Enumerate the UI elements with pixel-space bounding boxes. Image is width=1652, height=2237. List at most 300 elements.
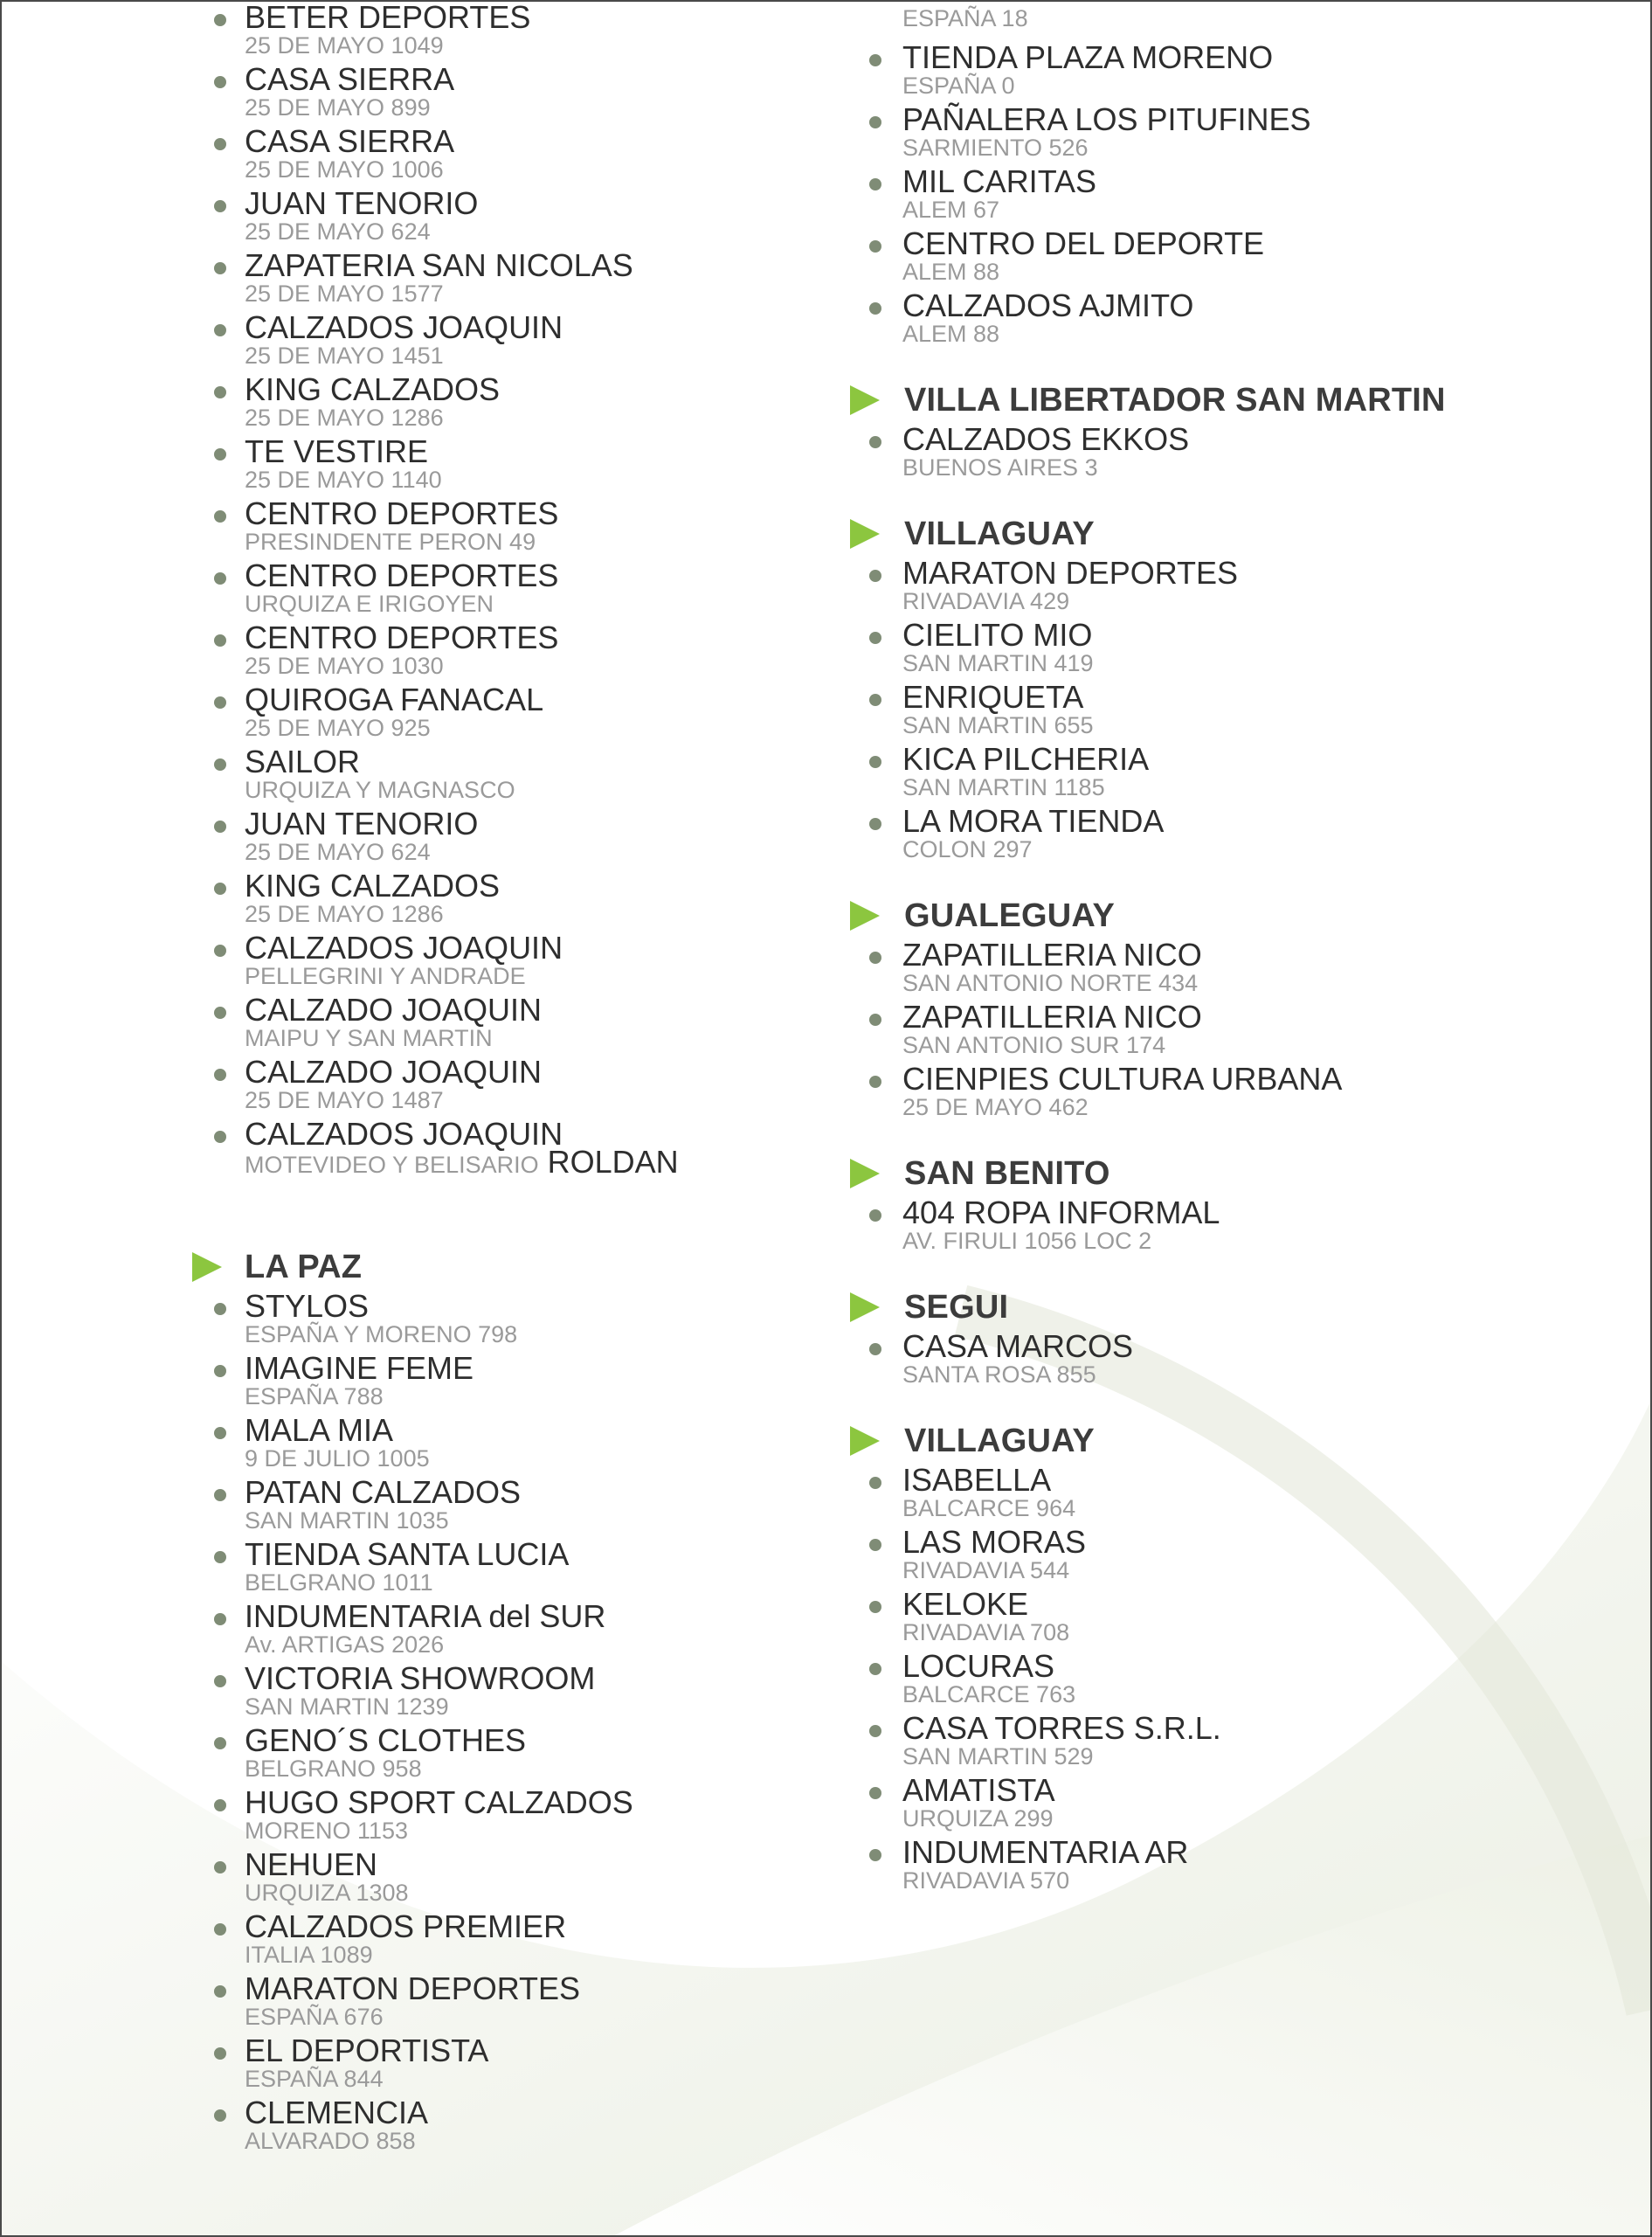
store-address [902,1361,1096,1388]
dot-icon [214,758,226,771]
store-name: QUIROGA FANACAL [245,682,544,717]
store-name: MALA MIA [245,1412,394,1448]
section-title: GUALEGUAY [904,897,1116,934]
triangle-right-icon [850,519,880,549]
list-item [869,804,1638,866]
store-address-text: 25 DE MAYO 1577 [245,280,444,307]
store-address-text: BALCARCE 964 [902,1495,1076,1521]
dot-icon [869,756,881,768]
store-address [902,1495,1075,1521]
dot-icon [214,821,226,833]
store-name: KING CALZADOS [245,371,501,407]
store-name: MARATON DEPORTES [902,555,1239,591]
list-item [214,2033,913,2095]
store-address [902,259,999,285]
store-address [245,529,536,555]
store-name: CASA SIERRA [245,123,455,159]
store-name: CASA SIERRA [245,61,455,97]
dot-icon [869,1725,881,1737]
list-item [214,1537,913,1599]
store-address-text: RIVADAVIA 570 [902,1867,1070,1894]
store-name: CENTRO DEPORTES [245,558,559,593]
store-address [902,836,1033,862]
store-name: PATAN CALZADOS [245,1474,522,1510]
dot-icon [869,116,881,128]
store-address [245,2066,384,2092]
store-address [245,467,442,493]
list-item [869,1711,1638,1773]
store-address [245,2128,416,2154]
store-name: IMAGINE FEME [245,1350,474,1386]
list-item [214,1351,913,1413]
store-address [902,197,999,223]
triangle-right-icon [850,385,880,415]
location-section [869,1287,1638,1391]
store-name: SAILOR [245,744,361,779]
list-item [214,1413,913,1475]
list-item [869,164,1638,226]
list-item [214,1661,913,1723]
dot-icon [869,1477,881,1489]
store-name: TIENDA SANTA LUCIA [245,1536,570,1572]
dot-icon [214,76,226,88]
store-name: EL DEPORTISTA [245,2033,489,2068]
store-address [902,712,1094,738]
dot-icon [214,1923,226,1936]
store-address-text: AV. FIRULI 1056 LOC 2 [902,1228,1152,1254]
store-name: CALZADO JOAQUIN [245,1054,543,1090]
dot-icon [869,1601,881,1613]
store-address [245,1321,517,1347]
list-item [214,124,913,186]
store-address [245,1087,444,1113]
dot-icon [869,1787,881,1799]
list-item [214,62,913,124]
store-address-text: SAN MARTIN 419 [902,650,1094,676]
section-header [869,514,1638,556]
dot-icon [214,1799,226,1811]
dot-icon [869,1014,881,1026]
dot-icon [214,1007,226,1019]
store-name: CLEMENCIA [245,2095,429,2130]
store-address [245,94,431,121]
store-address-text: SAN MARTIN 1239 [245,1693,449,1720]
store-name: PAÑALERA LOS PITUFINES [902,101,1311,137]
store-name: JUAN TENORIO [245,185,479,221]
list-item [869,1463,1638,1525]
store-address-text: 25 DE MAYO 899 [245,94,431,121]
location-section [869,514,1638,866]
list-item [214,496,913,558]
store-address [902,1032,1165,1058]
location-section [869,1153,1638,1257]
store-address-text: PRESINDENTE PERON 49 [245,529,536,555]
dot-icon [869,694,881,706]
dot-icon [869,1209,881,1222]
list-item [214,1117,913,1179]
dot-icon [214,262,226,274]
store-name: GENO´S CLOTHES [245,1722,527,1758]
list-item [214,1971,913,2033]
dot-icon [214,2109,226,2122]
store-name: INDUMENTARIA del SUR [245,1598,606,1634]
dot-icon [869,240,881,253]
store-name: CALZADOS AJMITO [902,287,1194,323]
store-address [902,774,1105,800]
location-section [869,1421,1638,1897]
store-address-text: ITALIA 1089 [245,1942,373,1968]
list-item [214,1723,913,1785]
store-address [902,650,1094,676]
store-address-text: 25 DE MAYO 1030 [245,653,444,679]
store-name: NEHUEN [245,1846,378,1882]
triangle-right-icon [850,1159,880,1188]
list-item [869,1773,1638,1835]
list-item [214,558,913,620]
location-section [869,896,1638,1124]
store-address [245,1756,422,1782]
store-name: BETER DEPORTES [245,0,531,35]
list-item [214,869,913,931]
list-item [214,310,913,372]
store-address [902,321,999,347]
store-address [902,1867,1069,1894]
list-item [869,618,1638,680]
dot-icon [214,1985,226,1998]
store-address [902,1557,1069,1583]
store-name: CASA MARCOS [902,1328,1134,1364]
list-item [214,372,913,434]
store-address-text: PELLEGRINI Y ANDRADE [245,963,526,989]
store-address-text: SAN MARTIN 1035 [245,1507,449,1534]
triangle-right-icon [850,1426,880,1456]
store-name: 404 ROPA INFORMAL [902,1195,1220,1230]
store-name: CALZADOS JOAQUIN [245,1116,563,1152]
section-title: SEGUI [904,1289,1009,1326]
store-name: LA MORA TIENDA [902,803,1165,839]
store-address [902,1681,1075,1707]
list-item [214,1909,913,1971]
store-address-text: ALEM 88 [902,321,1000,347]
store-address-text: 25 DE MAYO 624 [245,218,431,245]
list-item [869,1587,1638,1649]
store-address [245,653,444,679]
store-address [245,591,494,617]
store-address [902,1619,1069,1645]
store-address-text: BELGRANO 1011 [245,1569,433,1596]
list-item [869,422,1638,484]
store-address-text: ALEM 67 [902,197,1000,223]
store-address-text: ESPAÑA 676 [245,2004,384,2030]
dot-icon [214,1613,226,1625]
store-name: ZAPATILLERIA NICO [902,999,1202,1035]
store-address-text: SAN MARTIN 1185 [902,774,1105,800]
store-address-text: BUENOS AIRES 3 [902,454,1098,481]
store-address-text: URQUIZA 1308 [245,1880,409,1906]
store-name: CENTRO DEL DEPORTE [902,225,1265,261]
section-title: SAN BENITO [904,1155,1110,1192]
dot-icon [214,1427,226,1439]
store-address-text: Av. ARTIGAS 2026 [245,1631,445,1658]
store-address [902,1094,1089,1120]
store-address-text: URQUIZA Y MAGNASCO [245,777,515,803]
list-item [869,40,1638,102]
dot-icon [869,54,881,66]
section-header [869,380,1638,422]
section-header [869,1287,1638,1329]
store-name: AMATISTA [902,1772,1055,1808]
dot-icon [869,178,881,190]
dot-icon [214,1551,226,1563]
store-address-text: SARMIENTO 526 [902,135,1089,161]
store-address-text: RIVADAVIA 429 [902,588,1070,614]
store-address [245,715,431,741]
dot-icon [214,634,226,647]
list-item [214,434,913,496]
location-section [869,40,1638,350]
store-name: JUAN TENORIO [245,806,479,841]
store-address-text: 25 DE MAYO 1140 [245,467,442,493]
store-address-suffix: ROLDAN [547,1144,679,1180]
store-address-text: URQUIZA 299 [902,1805,1054,1832]
store-address-text: RIVADAVIA 544 [902,1557,1070,1583]
list-item [869,938,1638,1000]
section-title: LA PAZ [245,1249,363,1285]
store-address: ESPAÑA 18 [902,5,1028,31]
dot-icon [214,386,226,398]
store-address [902,970,1198,996]
store-address [245,1507,449,1534]
dot-icon [869,302,881,315]
store-address [245,1818,408,1844]
store-name: LAS MORAS [902,1524,1087,1560]
store-address [245,32,444,59]
section-header [869,1153,1638,1195]
dot-icon [214,324,226,336]
store-address [245,1144,679,1180]
store-address-text: ALVARADO 858 [245,2128,416,2154]
store-address [245,1569,433,1596]
store-address [245,1445,430,1472]
store-address [902,588,1069,614]
list-item [214,1599,913,1661]
dot-icon [214,138,226,150]
dot-icon [214,1365,226,1377]
triangle-right-icon [850,1292,880,1322]
section-header [214,1247,913,1289]
store-name: CALZADOS PREMIER [245,1908,567,1944]
store-name: CALZADOS JOAQUIN [245,930,563,966]
store-name: VICTORIA SHOWROOM [245,1660,596,1696]
list-item [869,1062,1638,1124]
store-name: KING CALZADOS [245,868,501,904]
list-item [214,1289,913,1351]
section-title: VILLAGUAY [904,1423,1095,1459]
store-address-text: SANTA ROSA 855 [902,1361,1096,1388]
list-item [869,1329,1638,1391]
list-item [869,1525,1638,1587]
list-item [869,742,1638,804]
dot-icon [214,1675,226,1687]
store-name: HUGO SPORT CALZADOS [245,1784,633,1820]
store-address-text: MAIPU Y SAN MARTIN [245,1025,493,1051]
store-address-text: BELGRANO 958 [245,1756,422,1782]
store-address-text: ESPAÑA 844 [245,2066,384,2092]
list-item [214,931,913,993]
location-section [214,0,913,1179]
dot-icon [869,1663,881,1675]
store-name: ISABELLA [902,1462,1052,1498]
dot-icon [869,1539,881,1551]
list-item [214,745,913,807]
dot-icon [869,1343,881,1355]
triangle-right-icon [192,1252,222,1282]
store-address [902,454,1098,481]
list-item [869,680,1638,742]
list-item [214,1785,913,1847]
dot-icon [214,1737,226,1749]
store-address [245,1025,493,1051]
dot-icon [214,448,226,461]
list-item [869,1000,1638,1062]
store-address-text: 25 DE MAYO 1487 [245,1087,444,1113]
list-item [214,993,913,1055]
store-address-text: 25 DE MAYO 462 [902,1094,1089,1120]
store-address-text: 25 DE MAYO 925 [245,715,431,741]
store-address-text: 25 DE MAYO 1049 [245,32,444,59]
store-address [245,343,444,369]
store-name: CIENPIES CULTURA URBANA [902,1061,1343,1097]
dot-icon [869,436,881,448]
store-address [245,839,431,865]
store-name: CENTRO DEPORTES [245,495,559,531]
dot-icon [214,696,226,709]
store-address-text: COLON 297 [902,836,1033,862]
list-item [214,1055,913,1117]
store-address [902,135,1089,161]
store-name: ZAPATERIA SAN NICOLAS [245,247,633,283]
store-address [902,73,1015,99]
store-name: CASA TORRES S.R.L. [902,1710,1221,1746]
store-address [245,963,526,989]
store-address [245,405,444,431]
store-name: CIELITO MIO [902,617,1093,653]
store-address-text: MOTEVIDEO Y BELISARIO [245,1152,539,1178]
store-name: ENRIQUETA [902,679,1084,715]
store-name: CENTRO DEPORTES [245,620,559,655]
dot-icon [214,883,226,895]
dot-icon [214,510,226,523]
store-name: KICA PILCHERIA [902,741,1150,777]
store-address-text: BALCARCE 763 [902,1681,1076,1707]
dot-icon [869,1076,881,1088]
list-item [214,186,913,248]
store-name: LOCURAS [902,1648,1055,1684]
store-name: STYLOS [245,1288,370,1324]
store-name: MARATON DEPORTES [245,1970,581,2006]
dot-icon [214,1861,226,1873]
store-address-text: ALEM 88 [902,259,1000,285]
store-address [245,1880,409,1906]
store-address-text: 25 DE MAYO 1286 [245,405,444,431]
store-address-text: SAN ANTONIO SUR 174 [902,1032,1166,1058]
list-item [869,1835,1638,1897]
store-address [902,1743,1094,1770]
list-item [214,1847,913,1909]
dot-icon [214,2047,226,2060]
store-address [245,2004,384,2030]
section-title: VILLA LIBERTADOR SAN MARTIN [904,382,1446,419]
store-address-text: SAN MARTIN 529 [902,1743,1094,1770]
dot-icon [869,1849,881,1861]
dot-icon [214,200,226,212]
section-title: VILLAGUAY [904,516,1095,552]
list-item [214,682,913,745]
store-name: CALZADOS JOAQUIN [245,309,563,345]
store-address [245,156,444,183]
store-name: TIENDA PLAZA MORENO [902,39,1274,75]
store-address [245,1383,384,1409]
store-address-text: ESPAÑA 0 [902,73,1015,99]
list-item [869,288,1638,350]
store-name: TE VESTIRE [245,433,429,469]
dot-icon [214,572,226,585]
store-address [245,901,444,927]
dot-icon [869,632,881,644]
store-address-text: ESPAÑA 788 [245,1383,384,1409]
store-address [245,777,515,803]
store-address-text: URQUIZA E IRIGOYEN [245,591,494,617]
store-address-text: 25 DE MAYO 624 [245,839,431,865]
store-address-text: SAN MARTIN 655 [902,712,1094,738]
right-column [869,0,1638,1897]
dot-icon [214,945,226,957]
list-item [869,1649,1638,1711]
store-name: INDUMENTARIA AR [902,1834,1189,1870]
location-section [214,1247,913,2157]
left-column [214,0,913,2157]
list-item [214,0,913,62]
store-name: MIL CARITAS [902,163,1097,199]
dot-icon [869,818,881,830]
dot-icon [214,1489,226,1501]
store-address [245,280,444,307]
list-item [214,807,913,869]
store-address [245,1631,444,1658]
section-header [869,896,1638,938]
store-address-text: RIVADAVIA 708 [902,1619,1070,1645]
list-item [869,556,1638,618]
store-name: ZAPATILLERIA NICO [902,937,1202,973]
store-address-text: ESPAÑA Y MORENO 798 [245,1321,518,1347]
list-item [869,226,1638,288]
store-address-text: 9 DE JULIO 1005 [245,1445,430,1472]
store-name: KELOKE [902,1586,1029,1622]
store-address [245,218,431,245]
store-address-text: 25 DE MAYO 1006 [245,156,444,183]
store-address-text: SAN ANTONIO NORTE 434 [902,970,1199,996]
dot-icon [214,14,226,26]
dot-icon [869,570,881,582]
store-name: CALZADOS EKKOS [902,421,1190,457]
store-address [245,1942,373,1968]
store-address [902,1805,1054,1832]
location-section [869,380,1638,484]
dot-icon [214,1069,226,1081]
dot-icon [214,1131,226,1143]
dot-icon [869,952,881,964]
top-fragment-address [869,5,1638,40]
